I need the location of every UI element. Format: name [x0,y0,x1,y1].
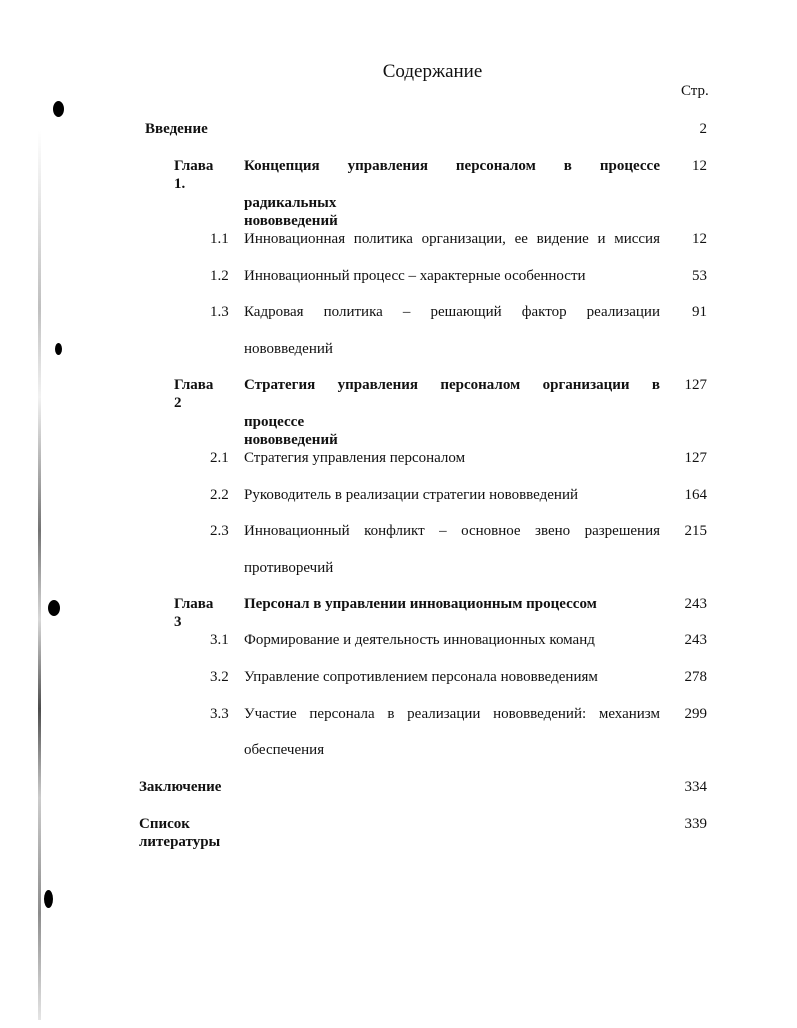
section-number: 1.2 [210,268,229,284]
entry-page: 299 [684,706,707,722]
section-title: Инновационная политика организации, ее видение и миссия [244,231,660,247]
section-number: 2.3 [210,523,229,539]
chapter-label: Глава 1. [174,158,214,192]
chapter-title-cont: процессе нововведений [244,414,338,448]
entry-page: 127 [684,377,707,393]
entry-page: 215 [684,523,707,539]
entry-page: 334 [684,779,707,795]
section-number: 3.3 [210,706,229,722]
chapter-title: Концепция управления персоналом в процессе [244,158,660,174]
entry-label: Заключение [139,779,222,795]
section-title: Руководитель в реализации стратегии нововведений [244,487,579,503]
chapter-label: Глава 2 [174,377,214,411]
ink-blot [55,343,62,355]
section-title: Управление сопротивлением персонала нововведениям [244,669,598,685]
entry-label: Список литературы [139,816,221,850]
chapter-title: Персонал в управлении инновационным процессом [244,596,597,612]
entry-label: Введение [145,121,208,137]
toc-title: Содержание [382,61,483,82]
entry-page: 243 [684,632,707,648]
section-title: Стратегия управления персоналом [244,450,466,466]
entry-page: 339 [684,816,707,832]
entry-page: 243 [684,596,707,612]
entry-page: 12 [692,231,707,247]
ink-blot [44,890,53,908]
section-number: 2.2 [210,487,229,503]
section-number: 2.1 [210,450,229,466]
section-title: Формирование и деятельность инновационных команд [244,632,595,648]
entry-page: 164 [684,487,707,503]
section-title-cont: нововведений [244,341,333,357]
section-number: 1.1 [210,231,229,247]
page-column-header: Стр. [681,83,709,99]
section-title: Кадровая политика – решающий фактор реализации [244,304,660,320]
entry-page: 2 [699,121,707,137]
section-number: 1.3 [210,304,229,320]
section-title: Инновационный процесс – характерные особенности [244,268,586,284]
scan-edge-artifact [38,130,41,1020]
entry-page: 91 [692,304,707,320]
section-title-cont: противоречий [244,560,334,576]
section-number: 3.1 [210,632,229,648]
section-title-cont: обеспечения [244,742,325,758]
ink-blot [48,600,60,616]
entry-page: 127 [684,450,707,466]
chapter-title-cont: радикальных нововведений [244,195,338,229]
entry-page: 53 [692,268,707,284]
chapter-title: Стратегия управления персоналом организации в [244,377,660,393]
entry-page: 278 [684,669,707,685]
entry-page: 12 [692,158,707,174]
section-number: 3.2 [210,669,229,685]
section-title: Инновационный конфликт – основное звено разрешения [244,523,660,539]
section-title: Участие персонала в реализации нововведений: механизм [244,706,660,722]
ink-blot [53,101,64,117]
chapter-label: Глава 3 [174,596,214,630]
